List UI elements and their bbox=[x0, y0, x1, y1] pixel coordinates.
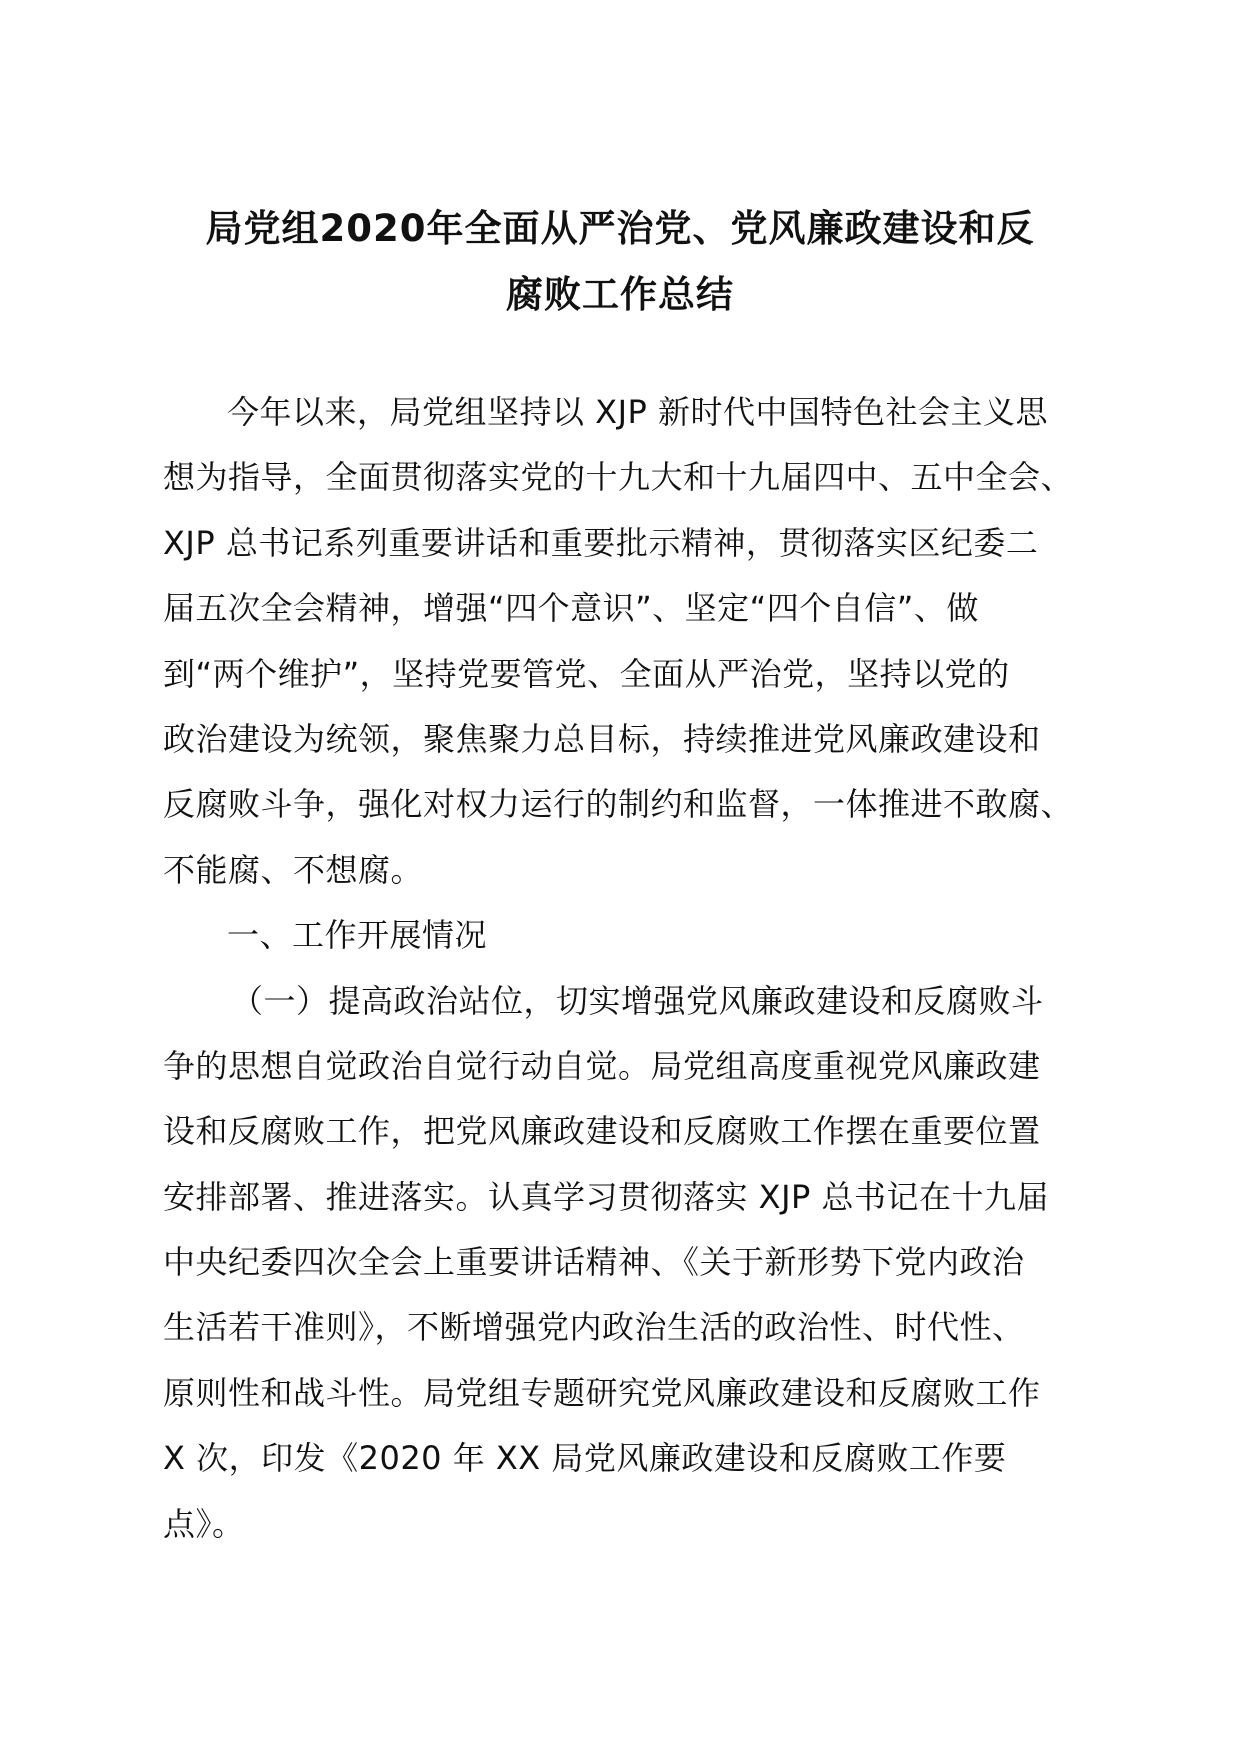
text-line: 中央纪委四次全会上重要讲话精神、《关于新形势下党内政治 bbox=[163, 1243, 1025, 1282]
text-line: 政治建设为统领，聚焦聚力总目标，持续推进党风廉政建设和 bbox=[163, 719, 1041, 758]
text-line: XJP 总书记系列重要讲话和重要批示精神，贯彻落实区纪委二 bbox=[163, 523, 1039, 562]
title-line-1: 局党组2020年全面从严治党、党风廉政建设和反 bbox=[205, 207, 1035, 250]
document-title bbox=[150, 196, 1090, 328]
text-line: 争的思想自觉政治自觉行动自觉。局党组高度重视党风廉政建 bbox=[163, 1046, 1041, 1085]
text-line: 设和反腐败工作，把党风廉政建设和反腐败工作摆在重要位置 bbox=[163, 1112, 1041, 1151]
heading-line: 一、工作开展情况 bbox=[227, 916, 488, 955]
text-line: 原则性和战斗性。局党组专题研究党风廉政建设和反腐败工作 bbox=[163, 1373, 1041, 1412]
text-line: X 次，印发《2020 年 XX 局党风廉政建设和反腐败工作要 bbox=[163, 1439, 1007, 1478]
text-line: 反腐败斗争，强化对权力运行的制约和监督，一体推进不敢腐、 bbox=[163, 785, 1074, 824]
title-line-2: 腐败工作总结 bbox=[506, 273, 734, 316]
paragraph-section-1 bbox=[163, 969, 1093, 1558]
text-line: 生活若干准则》，不断增强党内政治生活的政治性、时代性、 bbox=[163, 1308, 1025, 1347]
text-line: 到“两个维护”，坚持党要管党、全面从严治党，坚持以党的 bbox=[163, 654, 1010, 693]
text-line: 想为指导，全面贯彻落实党的十九大和十九届四中、五中全会、 bbox=[163, 458, 1074, 497]
text-line: 今年以来，局党组坚持以 XJP 新时代中国特色社会主义思 bbox=[227, 393, 1049, 431]
text-line: 点》。 bbox=[163, 1504, 245, 1543]
document-body bbox=[163, 380, 1093, 1557]
text-line: 安排部署、推进落实。认真学习贯彻落实 XJP 总书记在十九届 bbox=[163, 1177, 1050, 1216]
text-line: 不能腐、不想腐。 bbox=[163, 850, 424, 889]
paragraph-intro bbox=[163, 380, 1093, 903]
text-line: （一）提高政治站位，切实增强党风廉政建设和反腐败斗 bbox=[231, 981, 1044, 1020]
section-heading bbox=[163, 903, 1093, 968]
text-line: 届五次全会精神，增强“四个意识”、坚定“四个自信”、做 bbox=[163, 589, 979, 628]
